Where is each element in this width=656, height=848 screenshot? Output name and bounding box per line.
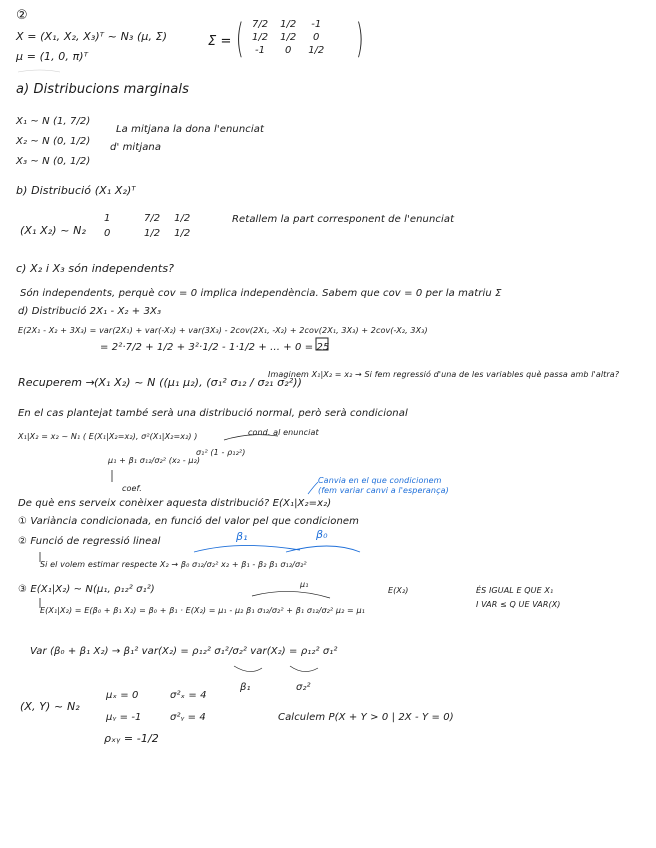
final-mux: μₓ = 0 — [106, 690, 139, 701]
variance-expansion: E(2X₁ - X₂ + 3X₃) = var(2X₁) + var(-X₂) + var(3X₃) - 2cov(2X₁, -X₂) + 2cov(2X₁, 3X₃) + 2cov(-X₂, 3X₃) — [18, 326, 428, 335]
recap-formula: (X₁ X₂) ~ N ((μ₁ μ₂), (σ₁² σ₁₂ / σ₂₁ σ₂²)) — [94, 376, 303, 389]
beta0-label: β₀ — [316, 528, 328, 541]
item-1: ① Variància condicionada, en funció del valor pel que condicionem — [18, 516, 359, 527]
conditional-mean: μ₁ + β₁ σ₁₂/σ₂² (x₂ - μ₂) — [108, 456, 201, 465]
section-d-title: d) Distribució 2X₁ - X₂ + 3X₃ — [18, 306, 162, 317]
brace-sigma2 — [290, 666, 318, 672]
conditional-distribution: X₁|X₂ = x₂ ~ N₁ ( E(X₁|X₂=x₂), σ²(X₁|X₂=x₂) ) — [18, 432, 198, 441]
recap-note: Imaginem X₁|X₂ = x₂ → Si fem regressió d'una de les variables què passa amb l'altra? — [268, 370, 620, 379]
final-muy: μᵧ = -1 — [106, 712, 142, 723]
section-c-title: c) X₂ i X₃ són independents? — [16, 262, 175, 275]
beta1-label: β₁ — [236, 530, 248, 543]
final-lhs: (X, Y) ~ N₂ — [20, 700, 80, 713]
cov-cell: 1/2 — [174, 213, 191, 224]
item-3: ③ E(X₁|X₂) ~ N(μ₁, ρ₁₂² σ₁²) — [18, 584, 155, 595]
marginal-x2: X₂ ~ N (0, 1/2) — [16, 136, 91, 147]
side-note-2: I VAR ≤ Q UE VAR(X) — [476, 600, 561, 609]
blue-brace-1 — [194, 545, 300, 552]
cov-cell: 7/2 — [144, 213, 161, 224]
recap-label: Recuperem → — [18, 376, 95, 389]
section-b-title: b) Distribució (X₁ X₂)ᵀ — [16, 184, 136, 197]
sigma-cell: 1/2 — [280, 19, 297, 30]
conditional-intro: En el cas plantejat també serà una distribució normal, però serà condicional — [18, 408, 408, 419]
mean-cell: 0 — [104, 228, 111, 239]
item-2: ② Funció de regressió lineal — [18, 536, 161, 547]
item-3-detail: E(X₁|X₂) = E(β₀ + β₁ X₂) = β₀ + β₁ · E(X₂) = μ₁ - μ₂ β₁ σ₁₂/σ₂² + β₁ σ₁₂/σ₂² μ₂ = μ₁ — [40, 606, 365, 615]
brace-beta1 — [234, 666, 262, 672]
mean-cell: 1 — [104, 213, 111, 224]
sigma-cell: 0 — [284, 45, 292, 56]
final-calc: Calculem P(X + Y > 0 | 2X - Y = 0) — [278, 712, 454, 723]
conditional-question: De què ens serveix conèixer aquesta distribució? E(X₁|X₂=x₂) — [18, 498, 332, 509]
marginal-x3: X₃ ~ N (0, 1/2) — [16, 156, 91, 167]
marginal-note-2: d' mitjana — [110, 142, 162, 153]
cov-cell: 1/2 — [174, 228, 191, 239]
marginal-x1: X₁ ~ N (1, 7/2) — [16, 116, 91, 127]
conditional-variance: σ₁² (1 - ρ₁₂²) — [196, 448, 246, 457]
final-sy: σ²ᵧ = 4 — [170, 712, 206, 723]
bivariate-lhs: (X₁ X₂) ~ N₂ — [20, 224, 87, 237]
blue-note-2: (fem variar canvi a l'esperança) — [318, 486, 449, 495]
variance-line: Var (β₀ + β₁ X₂) → β₁² var(X₂) = ρ₁₂² σ₁²/σ₂² var(X₂) = ρ₁₂² σ₁² — [30, 646, 338, 657]
blue-arrow — [308, 482, 318, 494]
cov-cell: 1/2 — [144, 228, 161, 239]
sigma-cell: 7/2 — [252, 19, 269, 30]
sigma-label: Σ = — [208, 34, 232, 49]
marginal-note: La mitjana la dona l'enunciat — [116, 124, 264, 135]
mu1-label: μ₁ — [300, 580, 309, 589]
sigma-cell: 1/2 — [308, 45, 325, 56]
final-rho: ρₓᵧ = -1/2 — [104, 732, 159, 745]
independence-answer: Són independents, perquè cov = 0 implica independència. Sabem que cov = 0 per la matriu Σ — [20, 288, 502, 299]
exercise-number: ② — [16, 8, 28, 23]
bivariate-note: Retallem la part corresponent de l'enunciat — [232, 214, 455, 225]
distribution-definition: X = (X₁, X₂, X₃)ᵀ ~ N₃ (μ, Σ) — [16, 30, 168, 43]
side-note-1: ÉS IGUAL E QUE X₁ — [476, 586, 554, 595]
sigma-cell: 1/2 — [252, 32, 269, 43]
section-a-title: a) Distribucions marginals — [16, 82, 189, 97]
brace-mu1 — [252, 591, 330, 598]
mean-vector: μ = (1, 0, π)ᵀ — [16, 50, 89, 63]
ex-label: E(X₂) — [388, 586, 409, 595]
sigma-cell: -1 — [311, 19, 322, 30]
beta1-under: β₁ — [240, 682, 251, 693]
sigma-cell: -1 — [255, 45, 266, 56]
item-2-detail: Si el volem estimar respecte X₂ → β₀ σ₁₂/σ₂² x₂ + β₁ - β₂ β₁ σ₁₂/σ₂² — [40, 560, 307, 569]
final-sx: σ²ₓ = 4 — [170, 690, 207, 701]
sigma-cell: 1/2 — [280, 32, 297, 43]
sigma-cell: 0 — [313, 32, 320, 43]
matrix-paren-left: ( — [235, 16, 244, 62]
conditional-note: cond. al enunciat — [248, 428, 319, 437]
blue-note-1: Canvia en el que condicionem — [318, 476, 442, 485]
matrix-paren-right: ) — [355, 16, 364, 62]
result-box — [316, 338, 328, 350]
note-arrow — [224, 435, 278, 440]
underline-stroke — [18, 70, 60, 72]
blue-brace-2 — [286, 546, 360, 552]
coef-label: coef. — [122, 484, 142, 493]
variance-result: = 2²·7/2 + 1/2 + 3²·1/2 - 1·1/2 + ... + 0 = 25 — [100, 342, 330, 353]
sigma2-under: σ₂² — [296, 682, 311, 693]
